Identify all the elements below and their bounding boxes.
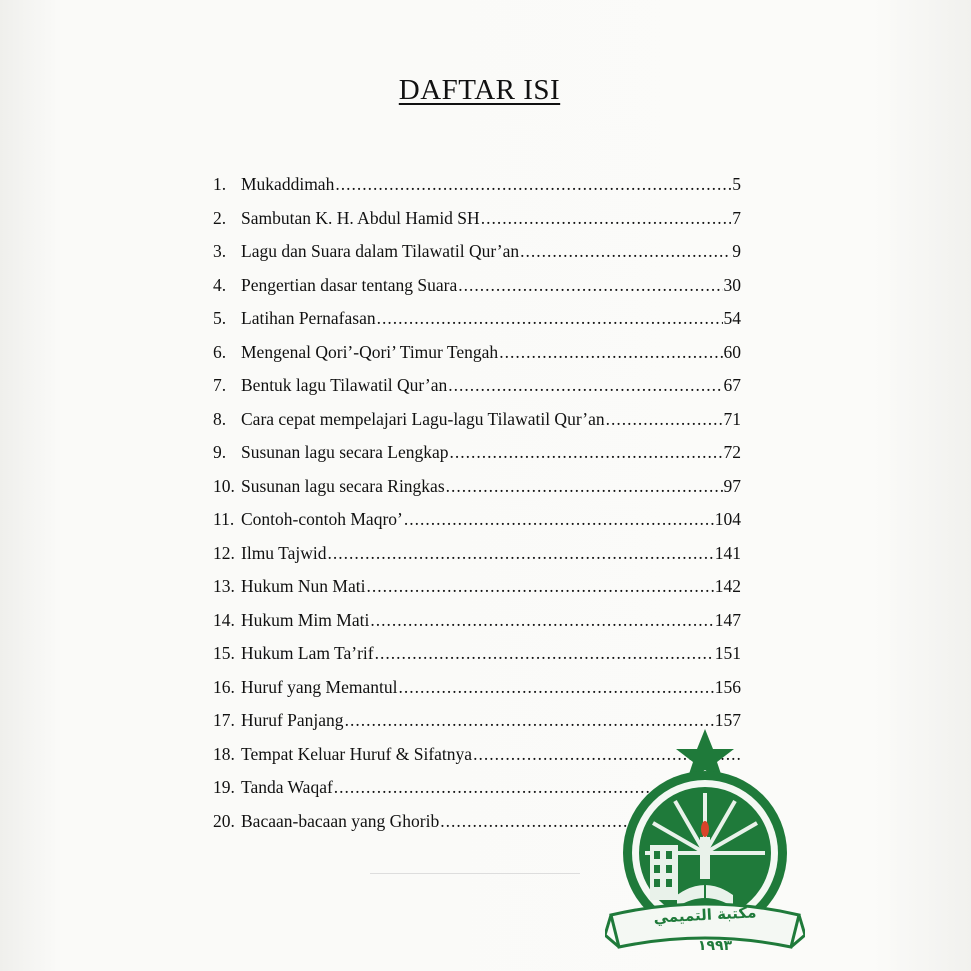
toc-leader-dots xyxy=(327,543,713,564)
toc-page-number: 156 xyxy=(714,676,741,697)
page-title-text: DAFTAR ISI xyxy=(398,74,561,106)
toc-title: Lagu dan Suara dalam Tilawatil Qur’an xyxy=(241,241,520,261)
toc-number: 12. xyxy=(213,542,235,563)
toc-number: 6. xyxy=(213,341,227,362)
publisher-logo-icon xyxy=(605,725,805,965)
toc-leader-dots xyxy=(481,208,732,229)
toc-entry xyxy=(213,375,741,409)
toc-page-number: 9 xyxy=(732,241,741,261)
toc-page-number: 151 xyxy=(714,643,741,663)
toc-leader-dots xyxy=(458,275,722,296)
toc-entry xyxy=(213,409,741,443)
toc-number: 7. xyxy=(213,375,227,395)
toc-number: 14. xyxy=(213,609,235,630)
toc-entry xyxy=(213,643,741,677)
toc-title: Huruf yang Memantul xyxy=(241,676,398,697)
toc-title: Susunan lagu secara Lengkap xyxy=(241,442,449,462)
toc-entry xyxy=(213,174,741,208)
toc-leader-dots xyxy=(450,442,723,463)
toc-number: 10. xyxy=(213,475,235,496)
toc-page-number: 72 xyxy=(723,442,741,462)
toc-leader-dots xyxy=(366,576,713,597)
toc-entry xyxy=(213,308,741,342)
toc-entry xyxy=(213,543,741,577)
toc-entry xyxy=(213,241,741,275)
toc-leader-dots xyxy=(399,677,714,698)
toc-entry xyxy=(213,677,741,711)
toc-title: Tempat Keluar Huruf & Sifatnya xyxy=(241,743,473,764)
divider xyxy=(370,873,580,874)
toc-number: 20. xyxy=(213,810,235,831)
toc-number: 9. xyxy=(213,442,227,462)
toc-leader-dots xyxy=(335,174,731,195)
toc-page-number: 142 xyxy=(714,576,741,596)
toc-number: 11. xyxy=(213,509,235,529)
toc-title: Latihan Pernafasan xyxy=(241,308,376,328)
toc-entry xyxy=(213,576,741,610)
toc-entry xyxy=(213,610,741,644)
page-title xyxy=(0,74,971,107)
toc-number: 19. xyxy=(213,777,235,797)
toc-number: 2. xyxy=(213,207,227,228)
toc-entry xyxy=(213,509,741,543)
toc-leader-dots xyxy=(404,509,714,530)
toc-title: Susunan lagu secara Ringkas xyxy=(241,475,445,496)
toc-title: Pengertian dasar tentang Suara xyxy=(241,274,458,295)
toc-title: Tanda Waqaf xyxy=(241,777,333,797)
toc-leader-dots xyxy=(446,476,723,497)
toc-title: Sambutan K. H. Abdul Hamid SH xyxy=(241,207,480,228)
toc-entry xyxy=(213,476,741,510)
toc-page-number: 5 xyxy=(732,174,741,194)
toc-number: 5. xyxy=(213,308,227,328)
toc-page-number: 157 xyxy=(714,710,741,730)
toc-page-number: 30 xyxy=(723,274,741,295)
toc-leader-dots xyxy=(448,375,722,396)
toc-page-number: 97 xyxy=(723,475,741,496)
toc-title: Ilmu Tajwid xyxy=(241,542,327,563)
toc-number: 8. xyxy=(213,408,227,429)
toc-title: Bacaan-bacaan yang Ghorib xyxy=(241,810,440,831)
toc-page-number: 54 xyxy=(723,308,741,328)
toc-number: 3. xyxy=(213,241,227,261)
toc-number: 13. xyxy=(213,576,235,596)
toc-number: 15. xyxy=(213,643,235,663)
toc-leader-dots xyxy=(370,610,713,631)
toc-title: Contoh-contoh Maqro’ xyxy=(241,509,403,529)
toc-title: Bentuk lagu Tilawatil Qur’an xyxy=(241,375,448,395)
toc-entry xyxy=(213,342,741,376)
toc-number: 1. xyxy=(213,174,227,194)
toc-leader-dots xyxy=(606,409,723,430)
toc-leader-dots xyxy=(377,308,723,329)
toc-leader-dots xyxy=(499,342,722,363)
toc-leader-dots xyxy=(520,241,731,262)
toc-page-number: 71 xyxy=(723,408,741,429)
toc-page-number: 60 xyxy=(723,341,741,362)
toc-number: 16. xyxy=(213,676,235,697)
logo-name: مكتبة التميمي xyxy=(653,903,757,927)
toc-page-number: 141 xyxy=(714,542,741,563)
toc-title: Hukum Lam Ta’rif xyxy=(241,643,374,663)
toc-page-number: 67 xyxy=(723,375,741,395)
toc-title: Cara cepat mempelajari Lagu-lagu Tilawatil Qur’an xyxy=(241,408,605,429)
toc-entry xyxy=(213,275,741,309)
toc-leader-dots xyxy=(375,643,714,664)
toc-title: Hukum Mim Mati xyxy=(241,609,370,630)
toc-entry xyxy=(213,208,741,242)
toc-number: 17. xyxy=(213,710,235,730)
toc-title: Hukum Nun Mati xyxy=(241,576,366,596)
toc-number: 4. xyxy=(213,274,227,295)
toc-page-number: 147 xyxy=(714,609,741,630)
logo-year: ١٩٩٣ xyxy=(697,938,733,954)
toc-entry xyxy=(213,442,741,476)
toc-page-number: 104 xyxy=(714,509,741,529)
toc-number: 18. xyxy=(213,743,235,764)
toc-title: Mengenal Qori’-Qori’ Timur Tengah xyxy=(241,341,499,362)
toc-title: Huruf Panjang xyxy=(241,710,344,730)
toc-page-number: 7 xyxy=(732,207,741,228)
toc-title: Mukaddimah xyxy=(241,174,335,194)
